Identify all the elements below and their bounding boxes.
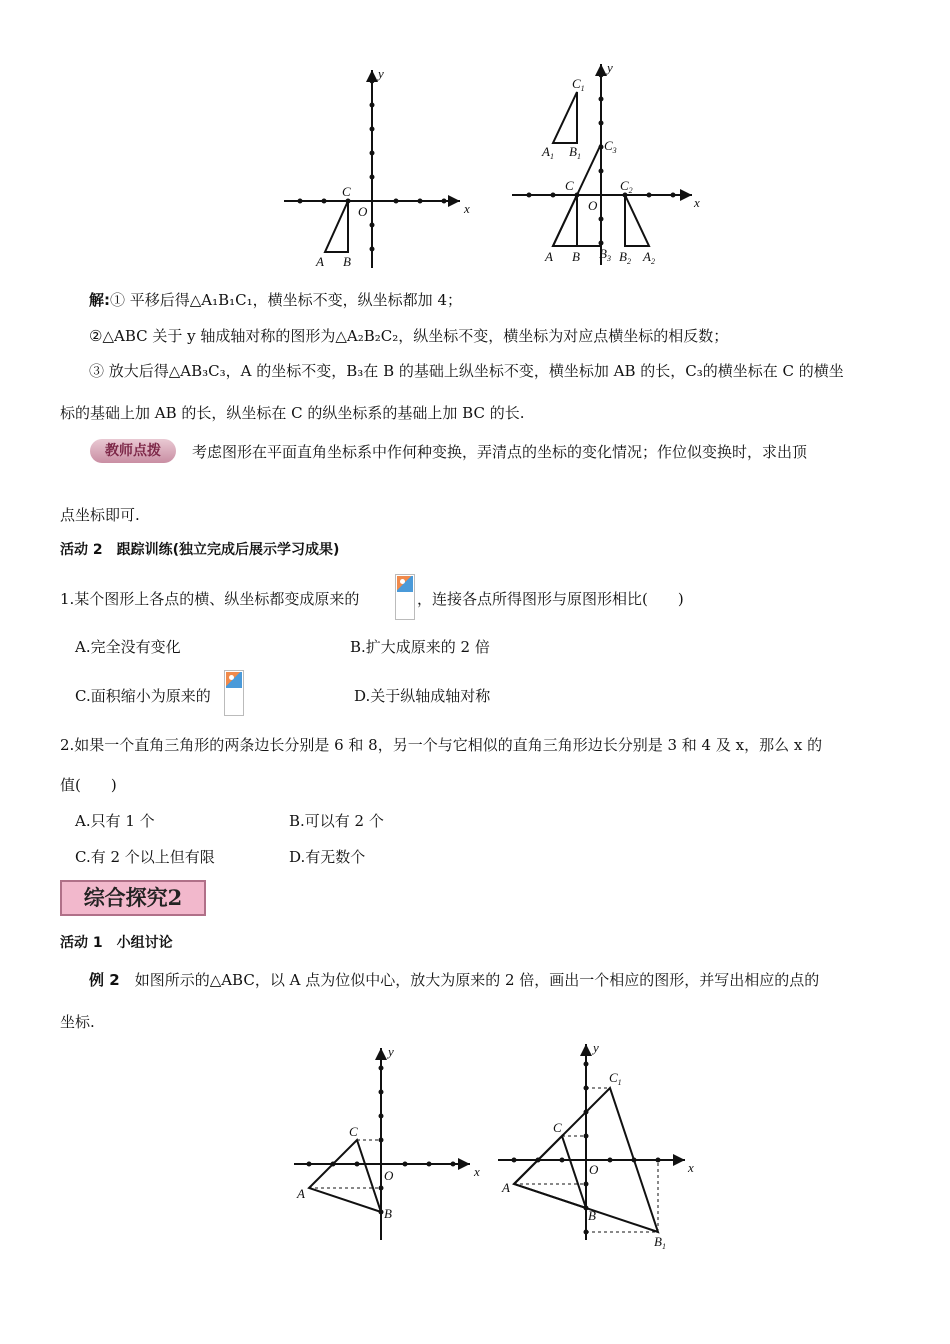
label-c1: $C_1$	[609, 1070, 622, 1087]
example-line-1	[89, 970, 819, 990]
figure-1	[0, 0, 950, 280]
solution-label: 解:	[89, 291, 110, 309]
teacher-tip-tag: 教师点拨	[90, 439, 176, 463]
label-origin: O	[589, 1162, 599, 1177]
label-a1: $A_1$	[542, 144, 554, 161]
label-a: A	[316, 254, 324, 269]
q2-option-b: B.可以有 2 个	[289, 812, 384, 830]
solution-line-1	[89, 290, 462, 310]
label-b: B	[588, 1208, 596, 1223]
label-b2: $B_2$	[619, 249, 631, 266]
broken-image-icon	[226, 672, 242, 688]
label-y: y	[378, 66, 384, 81]
section-banner: 综合探究2	[60, 880, 206, 916]
q2-option-d: D.有无数个	[289, 848, 366, 866]
q1-stem-after: ，连接各点所得图形与原图形相比( )	[417, 590, 684, 608]
solution-line-2: ②△ABC 关于 y 轴成轴对称的图形为△A₂B₂C₂，纵坐标不变，横坐标为对应点横坐标的相反数；	[89, 327, 729, 345]
triangle-a2b2c2	[625, 195, 649, 246]
label-c2: $C_2$	[620, 178, 633, 195]
label-a: A	[502, 1180, 510, 1195]
solution-line-4: 标的基础上加 AB 的长，纵坐标在 C 的纵坐标系的基础上加 BC 的长.	[60, 404, 525, 422]
label-y: y	[593, 1040, 599, 1055]
label-x: x	[464, 201, 470, 216]
example-text-1: 如图所示的△ABC，以 A 点为位似中心，放大为原来的 2 倍，画出一个相应的图形，并写出相应的点的	[134, 971, 820, 989]
figure-2	[0, 1040, 950, 1250]
label-a: A	[297, 1186, 305, 1201]
label-c: C	[565, 178, 574, 193]
q1-option-c: C.面积缩小为原来的	[75, 687, 211, 705]
q1-stem-before: 1.某个图形上各点的横、纵坐标都变成原来的	[60, 590, 360, 608]
q2-line-1: 2.如果一个直角三角形的两条边长分别是 6 和 8，另一个与它相似的直角三角形边长分别是 3 和 4 及 x，那么 x 的	[60, 736, 823, 754]
label-b3: $B_3$	[599, 246, 611, 263]
example-label: 例 2	[89, 971, 120, 989]
q1-option-b: B.扩大成原来的 2 倍	[350, 638, 490, 656]
triangle-abc	[309, 1140, 381, 1212]
label-c: C	[349, 1124, 358, 1139]
example-line-2: 坐标.	[60, 1013, 95, 1031]
label-b: B	[572, 249, 580, 264]
activity1-title: 活动 1 小组讨论	[60, 935, 173, 951]
label-a2: $A_2$	[643, 249, 655, 266]
teacher-tip-line-1: 考虑图形在平面直角坐标系中作何种变换，弄清点的坐标的变化情况；作位似变换时，求出顶	[192, 443, 808, 461]
teacher-tip-line-2: 点坐标即可.	[60, 506, 140, 524]
label-x: x	[694, 195, 700, 210]
q1-option-d: D.关于纵轴成轴对称	[354, 687, 491, 705]
broken-image-icon	[397, 576, 413, 592]
label-origin: O	[588, 198, 598, 213]
label-b: B	[384, 1206, 392, 1221]
graph-left-axes	[294, 1048, 470, 1240]
label-origin: O	[358, 204, 368, 219]
q1-option-a: A.完全没有变化	[75, 638, 181, 656]
label-y: y	[607, 60, 613, 75]
triangle-abc	[325, 201, 348, 252]
label-a: A	[545, 249, 553, 264]
solution-text-1: ① 平移后得△A₁B₁C₁，横坐标不变，纵坐标都加 4；	[110, 291, 462, 309]
label-y: y	[388, 1044, 394, 1059]
label-x: x	[474, 1164, 480, 1179]
graph-left-axes	[284, 70, 460, 268]
label-c: C	[553, 1120, 562, 1135]
label-c: C	[342, 184, 351, 199]
q2-line-2: 值( )	[60, 776, 117, 794]
q2-option-a: A.只有 1 个	[75, 812, 155, 830]
activity2-title: 活动 2 跟踪训练(独立完成后展示学习成果)	[60, 542, 340, 558]
label-c3: $C_3$	[604, 138, 617, 155]
fraction-image	[224, 670, 244, 716]
triangle-a1b1c1	[553, 92, 577, 143]
label-origin: O	[384, 1168, 394, 1183]
label-b1: $B_1$	[654, 1234, 666, 1250]
q2-option-c: C.有 2 个以上但有限	[75, 848, 215, 866]
label-c1: $C_1$	[572, 76, 585, 93]
label-b1: $B_1$	[569, 144, 581, 161]
label-b: B	[343, 254, 351, 269]
label-x: x	[688, 1160, 694, 1175]
solution-line-3: ③ 放大后得△AB₃C₃，A 的坐标不变，B₃在 B 的基础上纵坐标不变，横坐标加 AB 的长，C₃的横坐标在 C 的横坐	[89, 362, 844, 380]
fraction-image	[395, 574, 415, 620]
